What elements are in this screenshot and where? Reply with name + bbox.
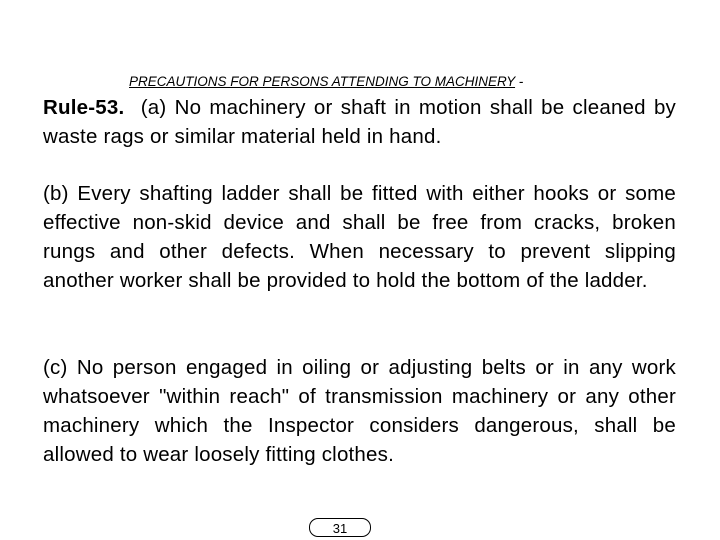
- clause-a-text: (a) No machinery or shaft in motion shall be cleaned by waste rags or similar material held in hand.: [43, 96, 676, 148]
- section-title: PRECAUTIONS FOR PERSONS ATTENDING TO MACHINERY: [129, 74, 516, 89]
- clause-b-paragraph: [43, 179, 676, 295]
- rule-number: Rule-53.: [43, 96, 125, 119]
- section-heading: [129, 74, 523, 90]
- clause-c-text: (c) No person engaged in oiling or adjusting belts or in any work whatsoever "within reach" of transmission machinery or any other machinery which the Inspector considers dangerous, shall be allowed to wear loosely fitting clothes.: [43, 356, 676, 466]
- clause-b-text: (b) Every shafting ladder shall be fitted with either hooks or some effective non-skid device and shall be free from cracks, broken rungs and other defects. When necessary to prevent slipping another worker shall be provided to hold the bottom of the ladder.: [43, 182, 676, 292]
- clause-c-paragraph: [43, 353, 676, 469]
- clause-a-paragraph: [43, 93, 676, 151]
- section-title-suffix: -: [515, 74, 524, 89]
- page-number: 31: [309, 518, 371, 537]
